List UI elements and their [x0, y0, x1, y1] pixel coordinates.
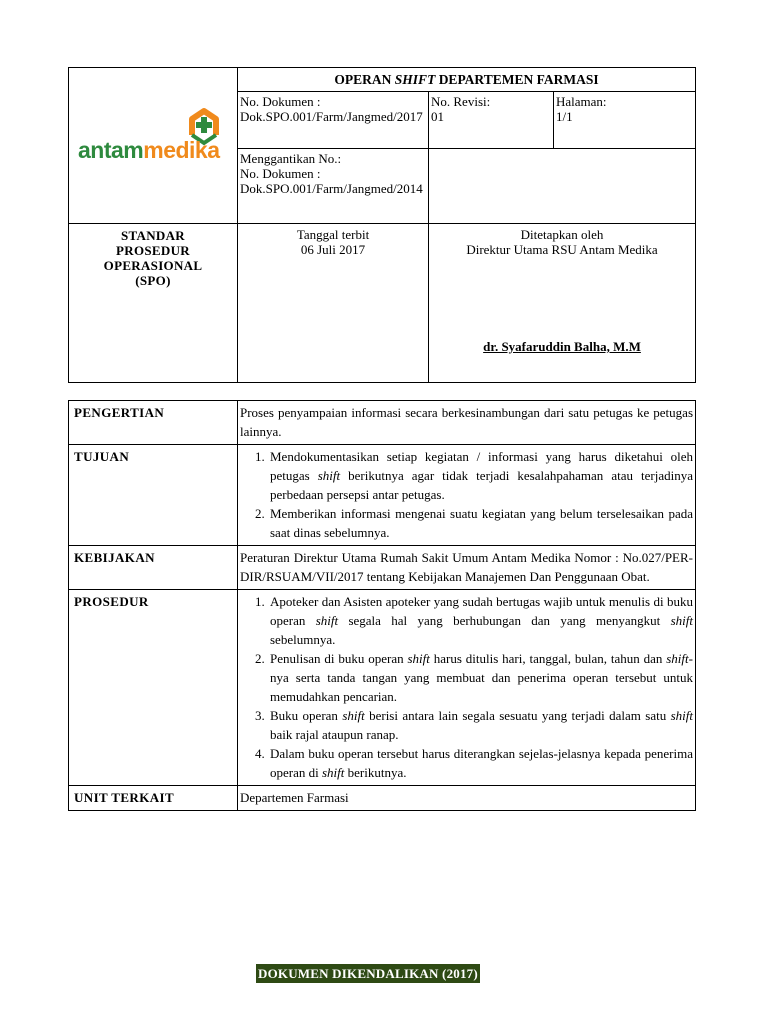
prosedur-item-1: [268, 592, 693, 649]
prosedur-3-italic-a: shift: [342, 708, 365, 723]
spo-line-2: PROSEDUR: [116, 243, 190, 258]
issue-date-value: 06 Juli 2017: [300, 242, 366, 257]
prosedur-1-italic-b: shift: [670, 613, 693, 628]
prosedur-4-text-b: berikutnya.: [344, 765, 407, 780]
spo-line-1: STANDAR: [121, 228, 185, 243]
tujuan-label: TUJUAN: [69, 445, 238, 546]
page-number-label: Halaman:: [556, 94, 607, 109]
replaces-doc-value: Dok.SPO.001/Farm/Jangmed/2014: [240, 181, 423, 196]
prosedur-1-text-c: sebelumnya.: [270, 632, 336, 647]
prosedur-item-2: [268, 649, 693, 706]
controlled-document-stamp: DOKUMEN DIKENDALIKAN (2017): [258, 966, 478, 981]
prosedur-item-4: [268, 744, 693, 782]
pengertian-text: Proses penyampaian informasi secara berkesinambungan dari satu petugas ke petugas lainnya.: [238, 401, 696, 445]
unit-terkait-text: Departemen Farmasi: [238, 786, 696, 811]
prosedur-3-italic-b: shift: [670, 708, 693, 723]
tujuan-1-text-a: Mendokumentasikan setiap kegiatan / informasi yang harus diketahui oleh petugas: [270, 449, 693, 483]
signatory-name: dr. Syafaruddin Balha, M.M: [483, 339, 641, 354]
revision-label: No. Revisi:: [431, 94, 491, 109]
prosedur-2-italic-b: shift: [666, 651, 689, 666]
replaces-doc-label: No. Dokumen :: [240, 166, 321, 181]
document-title: [238, 68, 696, 92]
approval-cell: [429, 224, 696, 383]
row-kebijakan: [69, 546, 696, 590]
doc-number-label: No. Dokumen :: [240, 94, 321, 109]
row-prosedur: [69, 590, 696, 786]
tujuan-item-2: [268, 504, 693, 542]
prosedur-2-italic-a: shift: [407, 651, 430, 666]
prosedur-2-text-c: -nya serta tanda tangan yang membuat dan penerima operan tersebut untuk memudahkan pencarian.: [270, 651, 693, 704]
tujuan-item-1: [268, 447, 693, 504]
prosedur-label: PROSEDUR: [69, 590, 238, 786]
pengertian-label: PENGERTIAN: [69, 401, 238, 445]
title-suffix: DEPARTEMEN FARMASI: [438, 72, 599, 87]
prosedur-item-3: [268, 706, 693, 744]
prosedur-2-text-b: harus ditulis hari, tanggal, bulan, tahun dan: [429, 651, 667, 666]
prosedur-3-text-a: Buku operan: [270, 708, 343, 723]
prosedur-2-text-a: Penulisan di buku operan: [270, 651, 408, 666]
replaces-cell: [238, 149, 429, 224]
spo-line-4: (SPO): [135, 273, 171, 288]
revision-cell: [429, 92, 554, 149]
svg-text:antammedika: [78, 137, 220, 163]
tujuan-1-italic: shift: [317, 468, 341, 483]
kebijakan-label: KEBIJAKAN: [69, 546, 238, 590]
issue-date-cell: [238, 224, 429, 383]
prosedur-1-text-a: Apoteker dan Asisten apoteker yang sudah bertugas wajib untuk menulis di buku operan: [270, 594, 693, 628]
revision-value: 01: [431, 109, 444, 124]
logo-cell: [69, 68, 238, 224]
prosedur-4-italic: shift: [321, 765, 345, 780]
tujuan-2-text: Memberikan informasi mengenai suatu kegiatan yang belum terselesaikan pada saat dinas sebelumnya.: [270, 506, 693, 540]
doc-number-cell: [238, 92, 429, 149]
row-tujuan: [69, 445, 696, 546]
title-italic: SHIFT: [394, 72, 436, 87]
spo-line-3: OPERASIONAL: [103, 258, 203, 273]
tujuan-1-text-b: berikutnya agar tidak terjadi kesalahpahaman atau terjadinya perbedaan persepsi antar petugas.: [270, 468, 693, 502]
page-number-cell: [554, 92, 696, 149]
tujuan-content: [238, 445, 696, 546]
prosedur-1-italic-a: shift: [315, 613, 339, 628]
replaces-label: Menggantikan No.:: [240, 151, 342, 166]
tujuan-list: [240, 447, 693, 542]
row-unit-terkait: [69, 786, 696, 811]
prosedur-content: [238, 590, 696, 786]
kebijakan-text: Peraturan Direktur Utama Rumah Sakit Umum Antam Medika Nomor : No.027/PER-DIR/RSUAM/VII/2017 tentang Kebijakan Manajemen Dan Penggunaan Obat.: [238, 546, 696, 590]
prosedur-list: [240, 592, 693, 782]
prosedur-3-text-b: berisi antara lain segala sesuatu yang terjadi dalam satu: [364, 708, 671, 723]
doc-number-value: Dok.SPO.001/Farm/Jangmed/2017: [240, 109, 423, 124]
title-prefix: OPERAN: [334, 72, 392, 87]
page-number-value: 1/1: [556, 109, 573, 124]
spo-label-cell: [69, 224, 238, 383]
approved-by-label: Ditetapkan oleh: [520, 227, 604, 242]
antammedika-logo-icon: [78, 105, 228, 165]
antammedika-logo: [78, 105, 228, 168]
row-pengertian: [69, 401, 696, 445]
issue-date-label: Tanggal terbit: [296, 227, 370, 242]
prosedur-4-text-a: Dalam buku operan tersebut harus diterangkan sejelas-jelasnya kepada penerima operan di: [270, 746, 693, 780]
logo-text-medika: medika: [143, 137, 220, 163]
header-table: [68, 67, 696, 383]
unit-terkait-label: UNIT TERKAIT: [69, 786, 238, 811]
logo-text-antam: antam: [78, 137, 144, 163]
empty-cell: [429, 149, 696, 224]
prosedur-3-text-c: baik rajal ataupun ranap.: [270, 727, 399, 742]
approved-by-value: Direktur Utama RSU Antam Medika: [466, 242, 658, 257]
prosedur-1-text-b: segala hal yang berhubungan dan yang menyangkut: [338, 613, 671, 628]
content-table: [68, 400, 696, 811]
